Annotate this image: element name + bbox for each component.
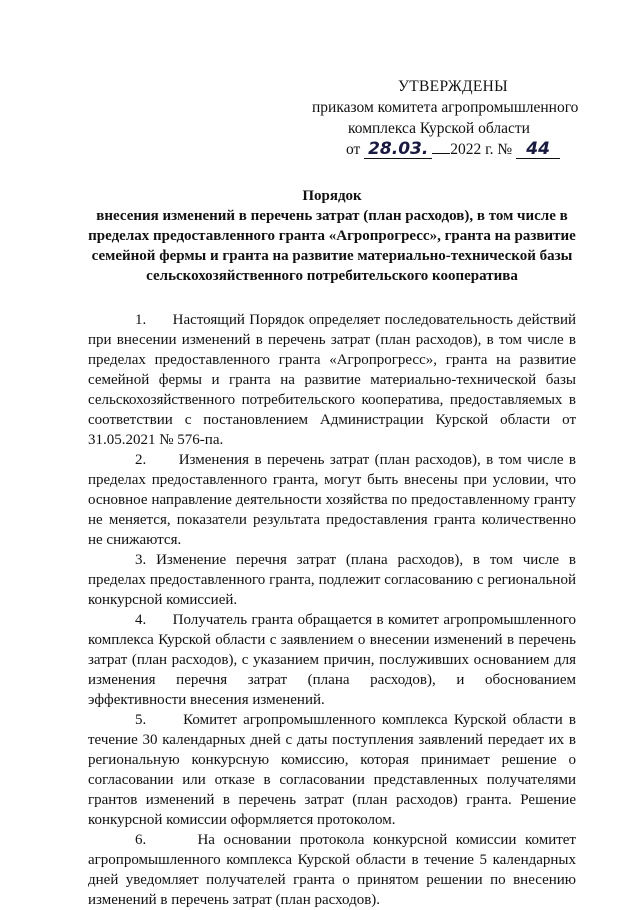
handwritten-date: 28.03. <box>364 140 432 159</box>
paragraph-6: 6. На основании протокола конкурсной комиссии комитет агропромышленного комплекса Курской области в течение 5 календарных дней уведомляет получателей гранта о принятом решении по внесению изменений в перечень затрат (план расходов). <box>88 832 576 908</box>
paragraph-5: 5. Комитет агропромышленного комплекса Курской области в течение 30 календарных дней с даты поступления заявлений передает их в региональную конкурсную комиссию, которая принимает решение о согласовании или отказе в согласовании представленных получателями грантов изменений в перечень затрат (план расходов) гранта. Решение конкурсной комиссии оформляется протоколом. <box>88 712 576 828</box>
approval-region-line: комплекса Курской области <box>348 120 530 137</box>
paragraph-3: 3. Изменение перечня затрат (плана расходов), в том числе в пределах предоставленного гранта, подлежит согласованию с региональной конкурсной комиссией. <box>88 552 576 608</box>
paragraph-1: 1. Настоящий Порядок определяет последовательность действий при внесении изменений в перечень затрат (план расходов), в том числе в пределах предоставленного гранта «Агропрогресс», гранта на развитие семейной фермы и гранта на развитие материально-технической базы сельскохозяйственного потребительского кооператива, предоставляемых в соответствии с постановлением Администрации Курской области от 31.05.2021 № 576-па. <box>88 312 576 448</box>
paragraph-4: 4. Получатель гранта обращается в комитет агропромышленного комплекса Курской области с заявлением о внесении изменений в перечень затрат (план расходов), с указанием причин, послуживших основанием для изменения перечня затрат (плана расходов), и обоснованием эффективности внесения изменений. <box>88 612 576 708</box>
approval-ot-label: от <box>346 141 361 158</box>
approval-date-line <box>346 139 600 160</box>
approval-year-label: 2022 г. № <box>450 141 513 158</box>
approval-heading: УТВЕРЖДЕНЫ <box>398 78 508 95</box>
title-heading: Порядок <box>302 188 362 204</box>
paragraph-2: 2. Изменения в перечень затрат (план расходов), в том числе в пределах предоставленного гранта, могут быть внесены при условии, что основное направление деятельности хозяйства по предоставленному гранту не меняется, показатели результата предоставления гранта количественно не снижаются. <box>88 452 576 548</box>
handwritten-order-number: 44 <box>516 140 560 159</box>
approval-block <box>300 76 600 160</box>
document-body <box>88 310 576 910</box>
title-subheading: внесения изменений в перечень затрат (план расходов), в том числе в пределах предоставленного гранта «Агропрогресс», гранта на развитие семейной фермы и гранта на развитие материально-технической базы сельскохозяйственного потребительского кооператива <box>88 208 576 284</box>
document-title <box>88 186 576 286</box>
approval-order-line: приказом комитета агропромышленного <box>312 99 579 116</box>
date-underline <box>432 153 450 154</box>
